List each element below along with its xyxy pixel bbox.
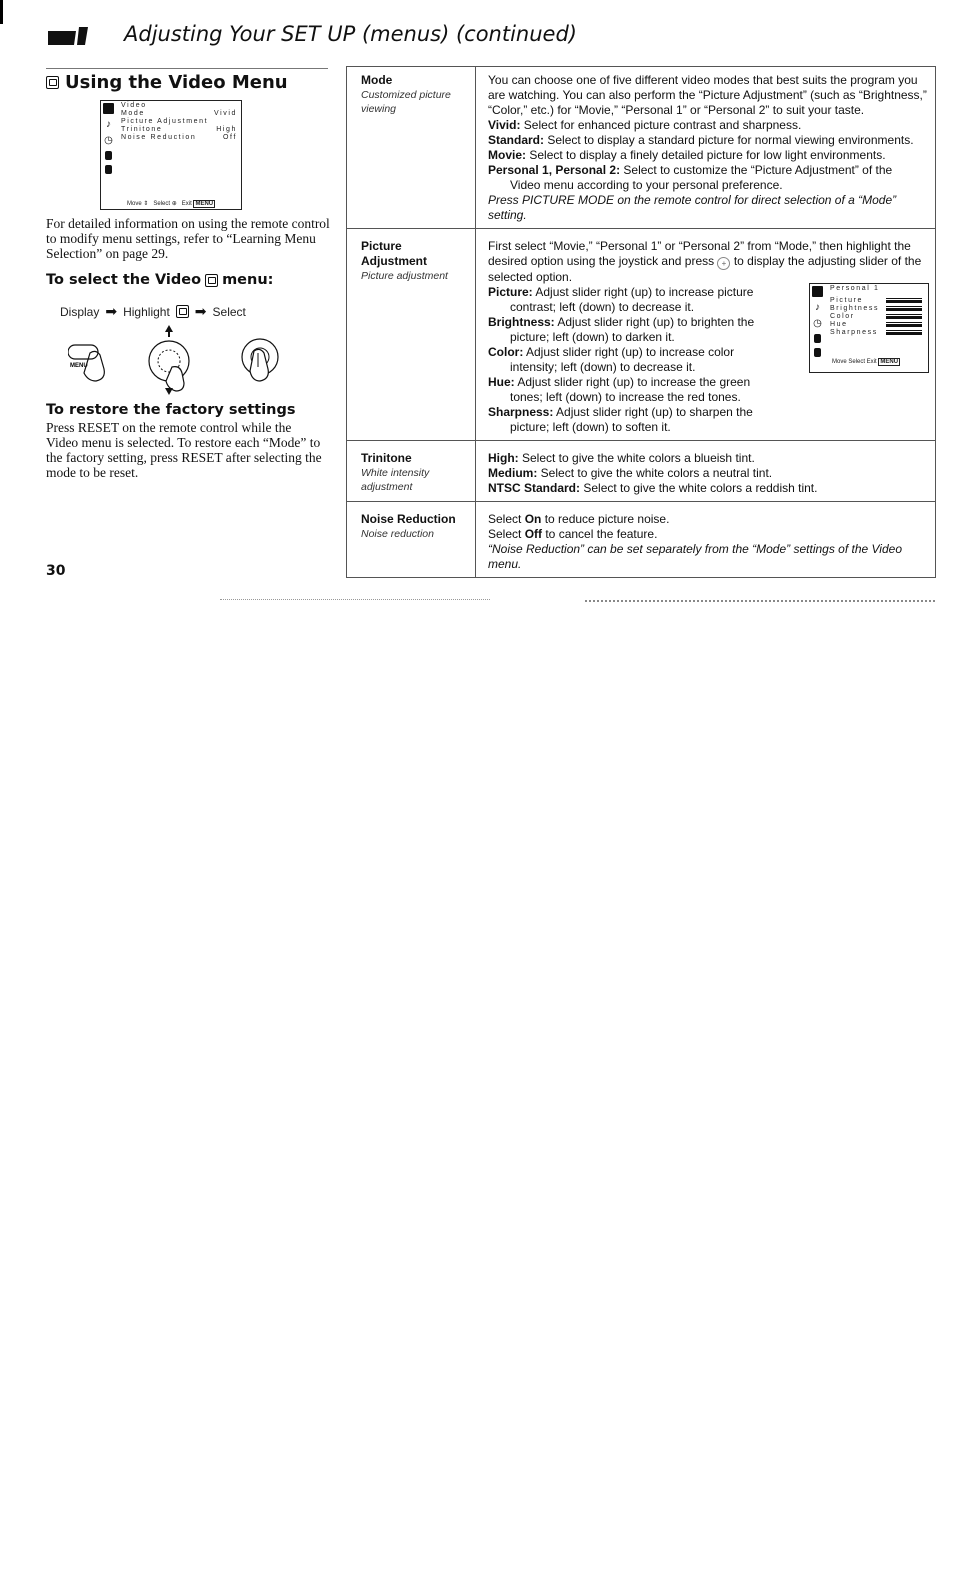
channel-icon xyxy=(814,334,821,343)
slider-hue xyxy=(886,324,922,327)
row-label-cell: Noise Reduction Noise reduction xyxy=(347,502,476,578)
restore-paragraph: Press RESET on the remote control while the Video menu is selected. To restore each “Mode” to the factory setting, press RESET after selecting the mode to be reset. xyxy=(46,420,322,480)
remote-control-illustration xyxy=(68,323,298,395)
table-row-mode xyxy=(347,67,936,229)
selection-flow xyxy=(60,303,246,320)
video-menu-table xyxy=(346,66,936,578)
header-rule xyxy=(46,68,328,69)
row-desc-noise-reduction: Select On to reduce picture noise. Select Off to cancel the feature. “Noise Reduction” can be set separately from the “Mode” settings of the Video menu. xyxy=(476,502,936,578)
row-desc-trinitone: High: Select to give the white colors a blueish tint. Medium: Select to give the white colors a neutral tint. NTSC Standard: Select to give the white colors a reddish tint. xyxy=(476,441,936,502)
audio-note-icon: ♪ xyxy=(106,119,111,130)
video-menu-icon xyxy=(176,305,189,318)
flow-highlight: Highlight xyxy=(123,304,170,319)
adjust-row-sharpness: Sharpness xyxy=(830,329,878,336)
flow-select: Select xyxy=(212,304,246,319)
scan-artifact xyxy=(585,600,935,602)
adjust-row-brightness: Brightness xyxy=(830,305,880,312)
joystick-select-icon xyxy=(242,339,278,381)
adjust-footer: Move Select Exit MENU xyxy=(832,359,899,365)
menu-row-picture-adjustment: Picture Adjustment xyxy=(121,118,209,125)
menu-row-trinitone: Trinitone High xyxy=(121,126,237,133)
section-title-video-menu xyxy=(46,72,288,93)
audio-note-icon: ♪ xyxy=(815,302,820,313)
slider-color xyxy=(886,316,922,319)
arrow-right-icon: ➡ xyxy=(105,303,118,319)
slider-picture xyxy=(886,300,922,303)
video-icon xyxy=(812,286,823,297)
slider-sharpness xyxy=(886,332,922,335)
video-menu-icon xyxy=(46,76,59,89)
timer-icon: ◷ xyxy=(104,135,113,146)
section-title-restore-factory: To restore the factory settings xyxy=(46,402,296,418)
video-menu-screen xyxy=(100,100,242,210)
row-label-cell xyxy=(347,67,476,229)
menu-footer: Move ⇕ Select ⊕ Exit MENU xyxy=(127,201,214,207)
menu-side-icons xyxy=(812,286,826,362)
timer-icon: ◷ xyxy=(813,318,822,329)
table-row-trinitone xyxy=(347,441,936,502)
table-row-picture-adjustment xyxy=(347,229,936,441)
menu-rows xyxy=(121,102,237,142)
lock-icon xyxy=(105,165,112,174)
adjust-row-hue: Hue xyxy=(830,321,848,328)
page-edge-bar xyxy=(0,0,3,24)
arrow-right-icon: ➡ xyxy=(194,303,207,319)
row-sub-mode: Customized picture viewing xyxy=(361,89,451,115)
slider-brightness xyxy=(886,308,922,311)
menu-button-press-icon xyxy=(68,345,104,381)
row-desc-picture-adjustment: First select “Movie,” “Personal 1” or “Personal 2” from “Mode,” then highlight the desired option using the joystick and press + to display the adjusting slider of the selected option. Picture: Adjust slider right (up) to increase picture contrast; left (down) to decrease it. Brightness: Adjust slider right (up) to brighten the picture; left (down) to darken it. Color: Adjust slider right (up) to increase color intensity; left (down) to decrease it. Hue: Adjust slider right (up) to increase the green tones; left (down) to increase the red tones. Sharpness: Adjust slider right (up) to sharpen the picture; left (down) to soften it. ♪ ◷ Personal 1 Picture Brightness Color Hue Sharpness Move Select Exit MENU xyxy=(476,229,936,441)
section-marker-icon xyxy=(48,27,94,45)
adjust-row-picture: Picture xyxy=(830,297,863,304)
menu-side-icons xyxy=(103,103,117,179)
menu-row-mode: Mode Vivid xyxy=(121,110,237,117)
row-desc-mode: You can choose one of five different video modes that best suits the program you are watching. You can also perform the “Picture Adjustment” (such as “Brightness,” “Color,” etc.) for “Movie,” “Personal 1” or “Personal 2” to suit your taste. Vivid: Select for enhanced picture contrast and sharpness. Standard: Select to display a standard picture for normal viewing environments. Movie: Select to display a finely detailed picture for low light environments. Personal 1, Personal 2: Select to customize the “Picture Adjustment” of the Video menu according to your personal preference. Press PICTURE MODE on the remote control for direct selection of a “Mode” setting. xyxy=(476,67,936,229)
flow-display: Display xyxy=(60,304,100,319)
video-menu-icon xyxy=(205,274,218,287)
page-header-title: Adjusting Your SET UP (menus) (continued) xyxy=(124,22,577,46)
joystick-icon: + xyxy=(717,257,730,270)
personal-adjust-screen xyxy=(809,283,929,373)
remote-menu-label: MENU xyxy=(70,363,88,369)
section-title-text: Using the Video Menu xyxy=(65,72,288,93)
channel-icon xyxy=(105,151,112,160)
row-label-cell: Trinitone White intensity adjustment xyxy=(347,441,476,502)
adjust-row-color: Color xyxy=(830,313,855,320)
menu-row-noise-reduction: Noise Reduction Off xyxy=(121,134,237,141)
page-number: 30 xyxy=(46,563,66,579)
intro-paragraph: For detailed information on using the remote control to modify menu settings, refer to “Learning Menu Selection” on page 29. xyxy=(46,216,330,261)
section-title-select-video-menu: To select the Video menu: xyxy=(46,272,274,288)
row-label-cell: Picture Adjustment Picture adjustment xyxy=(347,229,476,441)
joystick-move-icon xyxy=(149,325,189,395)
video-icon xyxy=(103,103,114,114)
adjust-heading: Personal 1 xyxy=(830,285,880,292)
row-head-mode: Mode xyxy=(361,73,393,87)
lock-icon xyxy=(814,348,821,357)
menu-heading: Video xyxy=(121,102,147,109)
scan-artifact xyxy=(220,599,490,600)
table-row-noise-reduction xyxy=(347,502,936,578)
